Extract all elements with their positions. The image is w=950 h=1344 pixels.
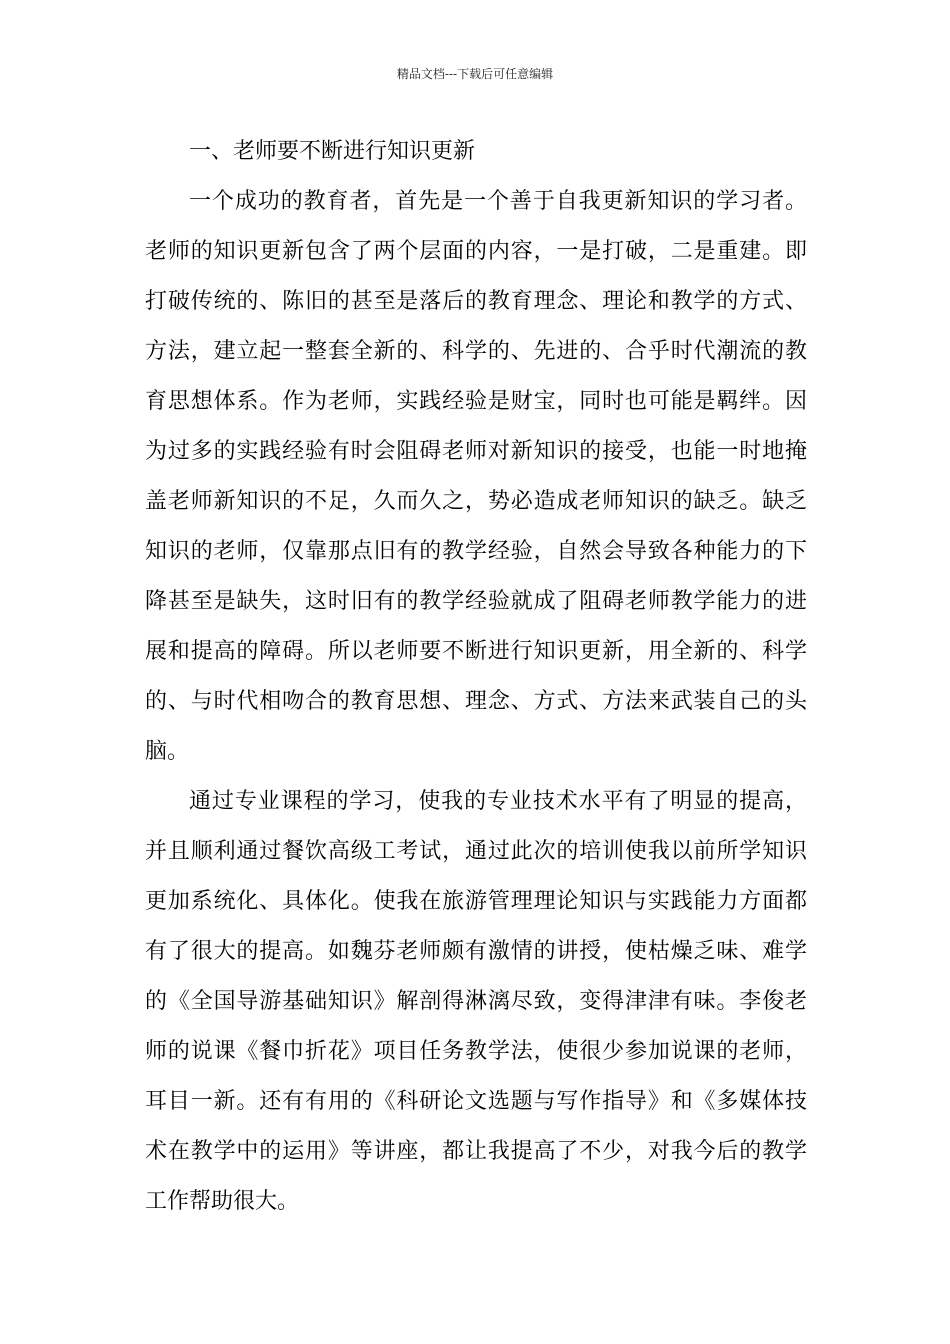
paragraph-line: 脑。 (145, 739, 190, 764)
paragraph-line: 降甚至是缺失，这时旧有的教学经验就成了阻碍老师教学能力的进 (145, 589, 807, 614)
paragraph-line: 的、与时代相吻合的教育思想、理念、方式、方法来武装自己的头 (145, 689, 807, 714)
paragraph-line: 知识的老师，仅靠那点旧有的教学经验，自然会导致各种能力的下 (145, 539, 807, 564)
document-body (145, 132, 807, 1232)
paragraph-line: 盖老师新知识的不足，久而久之，势必造成老师知识的缺乏。缺乏 (145, 489, 807, 514)
paragraph-line: 展和提高的障碍。所以老师要不断进行知识更新，用全新的、科学 (145, 639, 807, 664)
paragraph-line: 育思想体系。作为老师，实践经验是财宝，同时也可能是羁绊。因 (145, 389, 807, 414)
paragraph-1 (145, 182, 807, 782)
page-header: 精品文档---下载后可任意编辑 (396, 67, 554, 81)
paragraph-line: 更加系统化、具体化。使我在旅游管理理论知识与实践能力方面都 (145, 889, 807, 914)
section-heading: 一、老师要不断进行知识更新 (189, 139, 476, 164)
paragraph-line: 师的说课《餐巾折花》项目任务教学法，使很少参加说课的老师， (145, 1039, 807, 1064)
paragraph-line: 打破传统的、陈旧的甚至是落后的教育理念、理论和教学的方式、 (145, 289, 807, 314)
paragraph-line: 工作帮助很大。 (145, 1189, 300, 1214)
paragraph-line: 为过多的实践经验有时会阻碍老师对新知识的接受，也能一时地掩 (145, 439, 807, 464)
paragraph-line: 老师的知识更新包含了两个层面的内容，一是打破，二是重建。即 (145, 239, 807, 264)
paragraph-line: 术在教学中的运用》等讲座，都让我提高了不少，对我今后的教学 (145, 1139, 807, 1164)
paragraph-line: 耳目一新。还有有用的《科研论文选题与写作指导》和《多媒体技 (145, 1089, 807, 1114)
paragraph-line: 有了很大的提高。如魏芬老师颇有激情的讲授，使枯燥乏味、难学 (145, 939, 807, 964)
paragraph-line: 并且顺利通过餐饮高级工考试，通过此次的培训使我以前所学知识 (145, 839, 807, 864)
paragraph-line: 方法，建立起一整套全新的、科学的、先进的、合乎时代潮流的教 (145, 339, 807, 364)
paragraph-2 (145, 782, 807, 1232)
paragraph-line: 一个成功的教育者，首先是一个善于自我更新知识的学习者。 (189, 189, 807, 214)
paragraph-line: 的《全国导游基础知识》解剖得淋漓尽致，变得津津有味。李俊老 (145, 989, 807, 1014)
paragraph-line: 通过专业课程的学习，使我的专业技术水平有了明显的提高， (189, 789, 807, 814)
